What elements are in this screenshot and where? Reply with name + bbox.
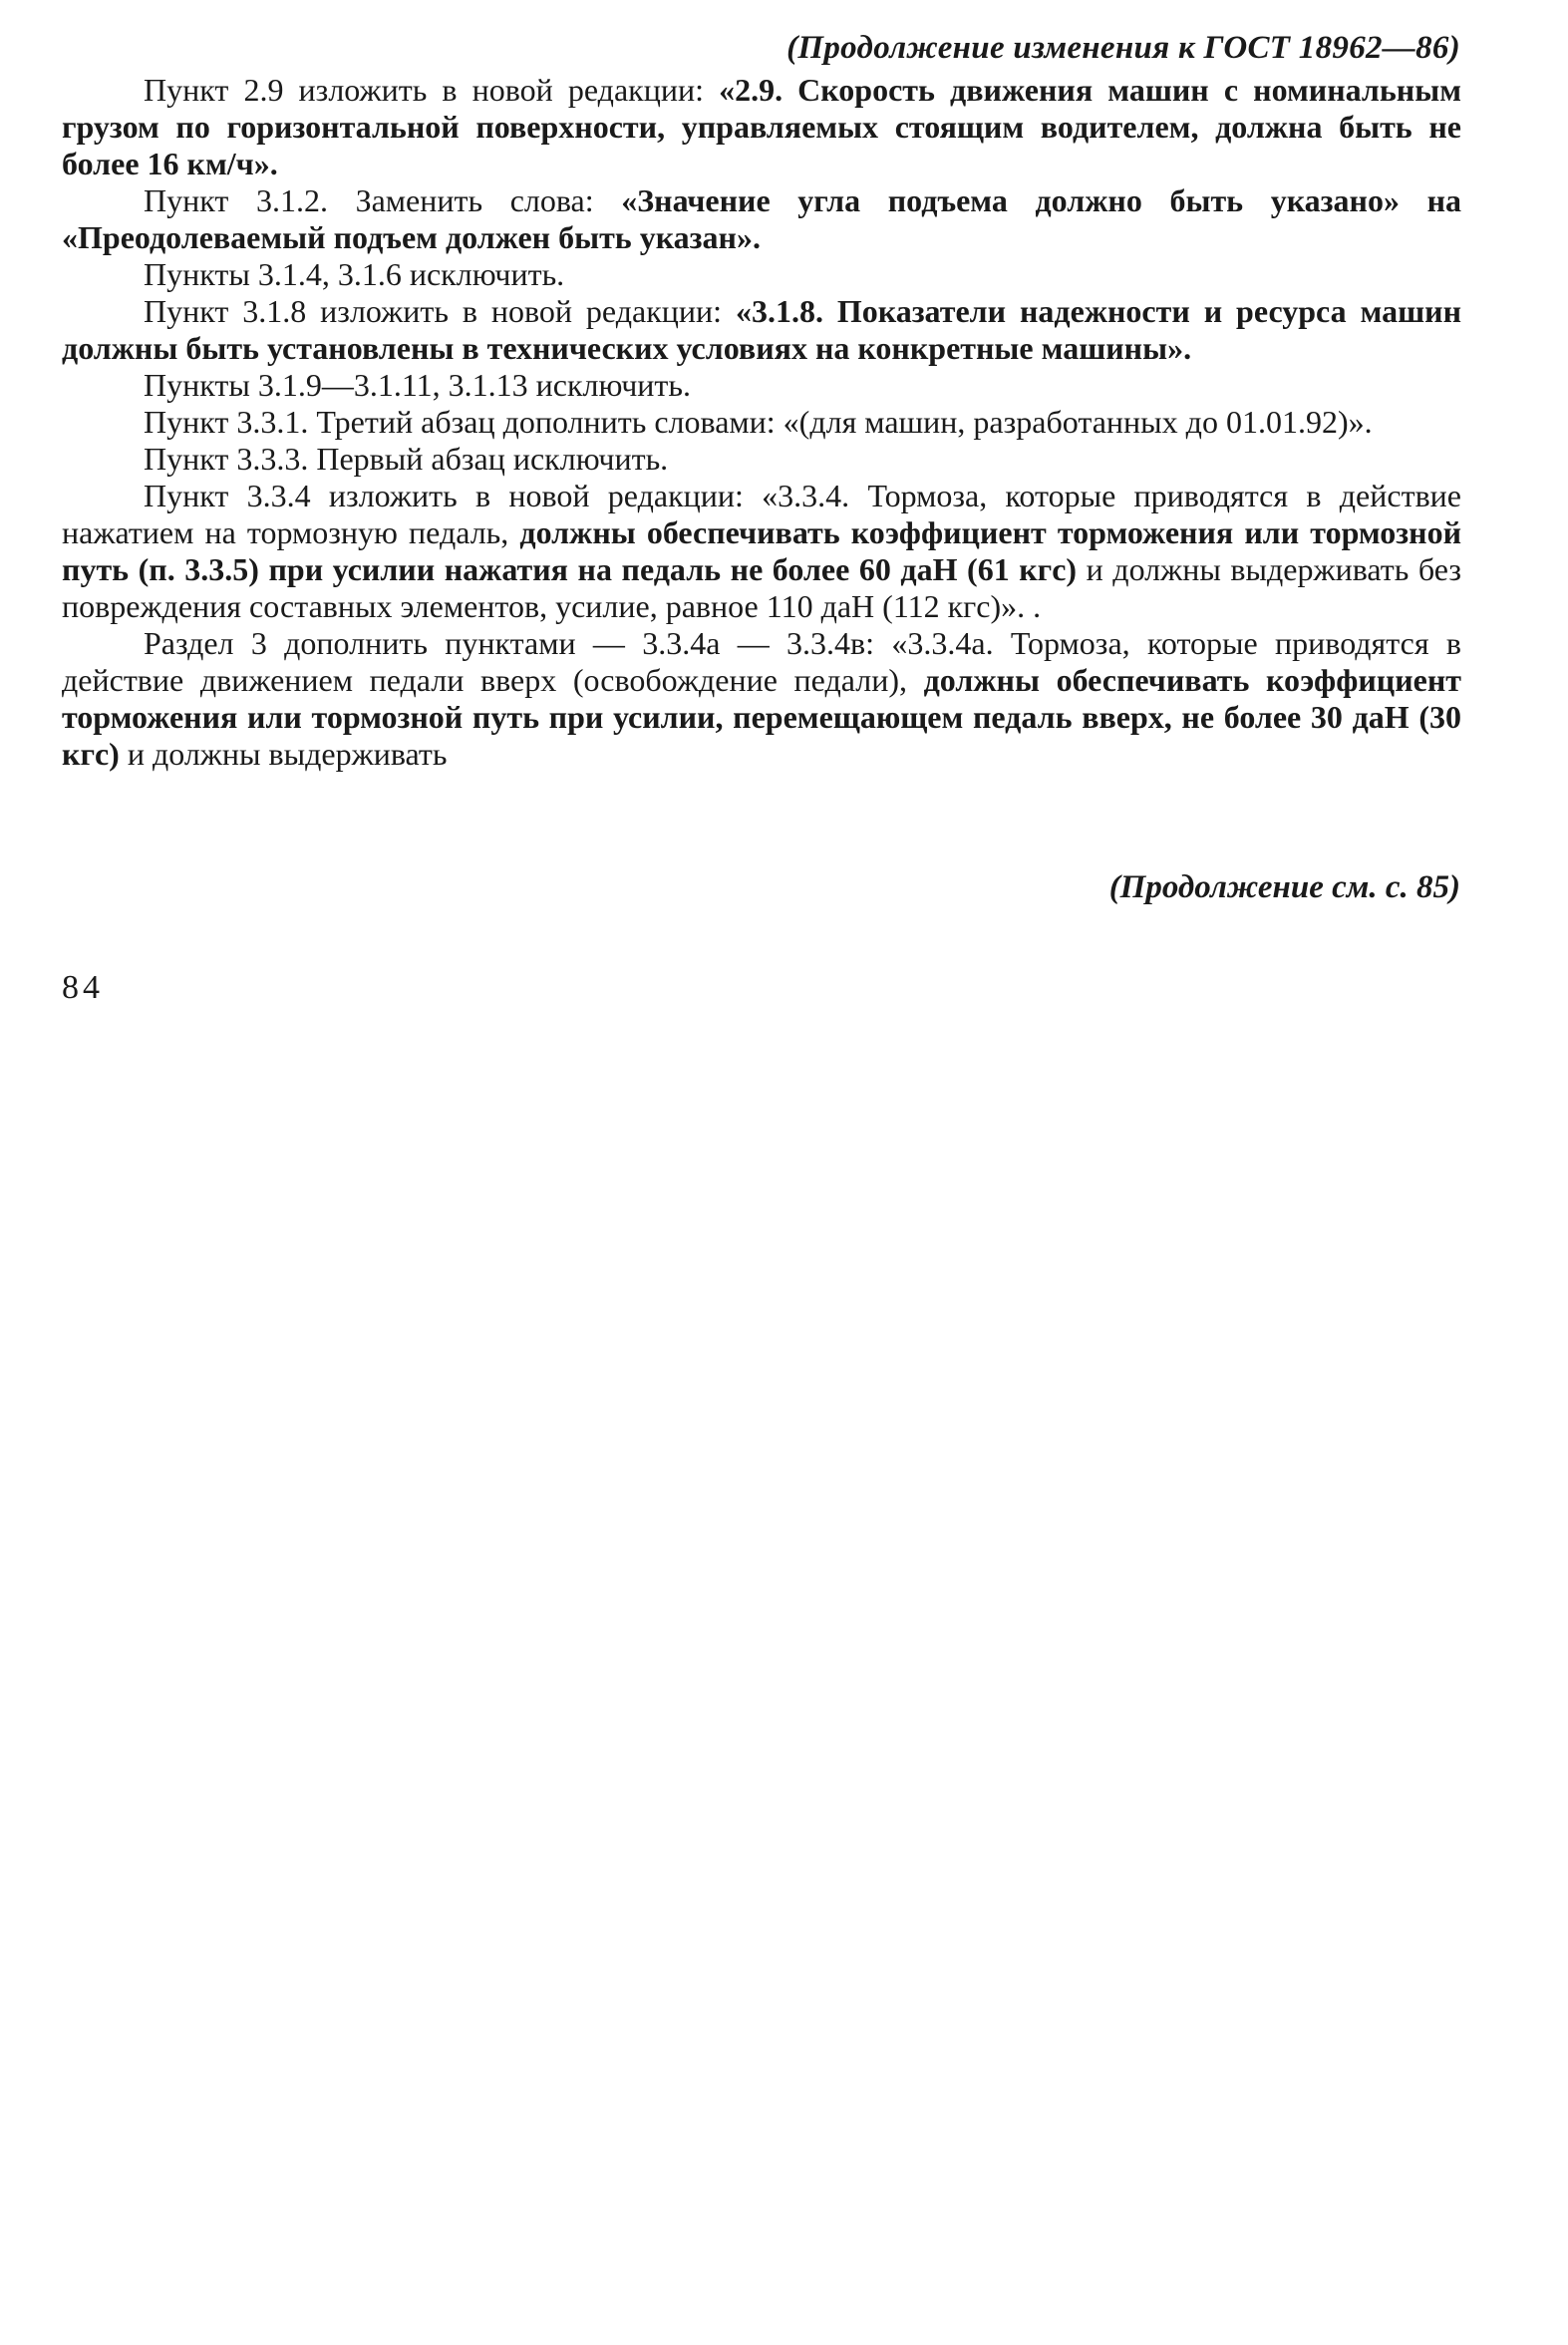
text-bold: должны обеспечивать коэффициент торможения или тормозной путь при усилии, перемещающем педаль вверх, не более 30 даН (30 кгс) — [62, 662, 1462, 772]
paragraph-3-1-8 — [62, 293, 1461, 367]
paragraph-2-9 — [62, 72, 1461, 182]
text-normal: и должны выдерживать без повреждения составных элементов, усилие, равное 110 даН (112 кгс)». . — [62, 551, 1462, 624]
paragraph-3-3-1 — [62, 404, 1461, 441]
page-header: (Продолжение изменения к ГОСТ 18962—86) — [786, 30, 1460, 66]
continuation-note: (Продолжение см. с. 85) — [1108, 869, 1460, 905]
text-bold: «Значение угла подъема должно быть указано» на «Преодолеваемый подъем должен быть указан». — [62, 182, 1462, 255]
text-normal: Пункты 3.1.4, 3.1.6 исключить. — [144, 256, 565, 292]
paragraph-3-1-2 — [62, 182, 1461, 256]
text-normal: Пункт 3.3.4 изложить в новой редакции: «3.3.4. Тормоза, которые приводятся в действие нажатием на тормозную педаль, — [62, 478, 1461, 550]
text-normal: Пункт 3.3.3. Первый абзац исключить. — [144, 441, 669, 477]
paragraph-section-3 — [62, 625, 1461, 773]
text-normal: и должны выдерживать — [119, 736, 448, 772]
text-normal: Пункты 3.1.9—3.1.11, 3.1.13 исключить. — [144, 367, 691, 403]
text-bold: «2.9. Скорость движения машин с номинальным грузом по горизонтальной поверхности, управляемых стоящим водителем, должна быть не более 16 км/ч». — [62, 72, 1462, 181]
text-bold: «3.1.8. Показатели надежности и ресурса машин должны быть установлены в технических условиях на конкретные машины». — [62, 293, 1462, 366]
text-normal: Пункт 3.1.8 изложить в новой редакции: — [144, 293, 736, 329]
document-body — [62, 72, 1461, 773]
paragraph-3-1-4 — [62, 256, 1461, 293]
paragraph-3-1-9 — [62, 367, 1461, 404]
paragraph-3-3-3 — [62, 441, 1461, 478]
text-normal: Раздел 3 дополнить пунктами — 3.3.4а — 3.3.4в: «3.3.4а. Тормоза, которые приводятся в действие движением педали вверх (освобождение педали), — [62, 625, 1461, 698]
page-number: 84 — [62, 969, 104, 1006]
text-normal: Пункт 3.1.2. Заменить слова: — [144, 182, 622, 218]
text-bold: должны обеспечивать коэффициент торможения или тормозной путь (п. 3.3.5) при усилии нажатия на педаль не более 60 даН (61 кгс) — [62, 514, 1462, 587]
text-normal: Пункт 3.3.1. Третий абзац дополнить словами: «(для машин, разработанных до 01.01.92)». — [144, 404, 1373, 440]
paragraph-3-3-4 — [62, 478, 1461, 625]
text-normal: Пункт 2.9 изложить в новой редакции: — [144, 72, 720, 108]
